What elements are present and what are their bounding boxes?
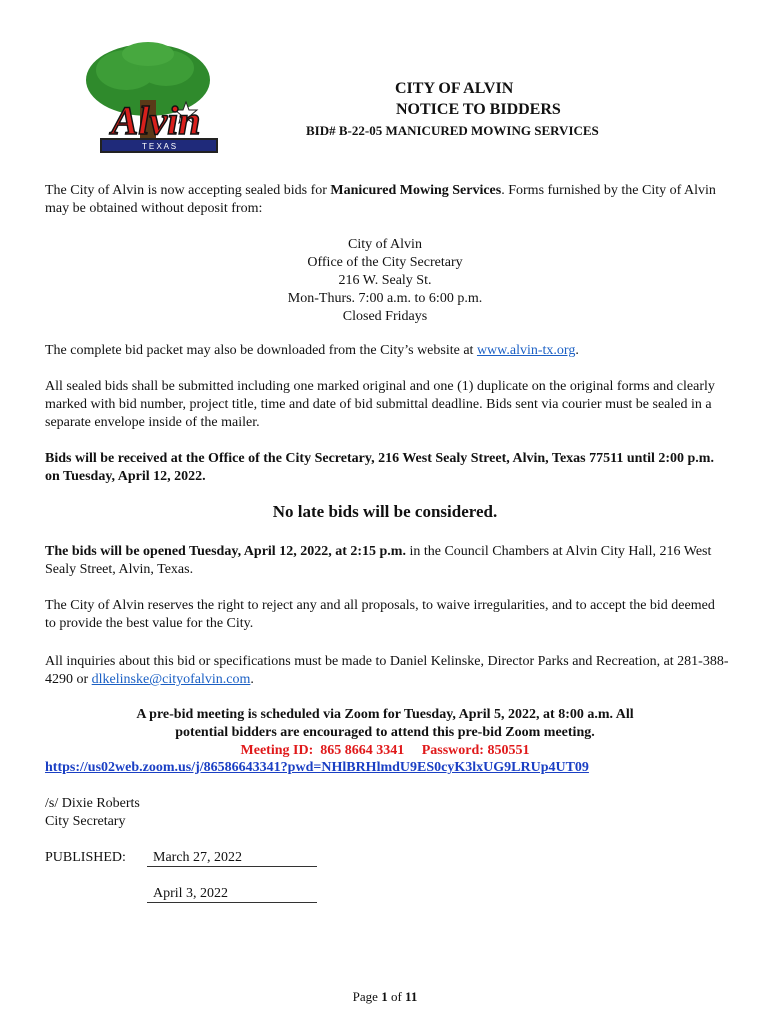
inquiries-punct: . <box>250 672 254 687</box>
address-line: City of Alvin <box>348 237 422 252</box>
bid-opening-paragraph <box>45 543 729 579</box>
svg-text:T E X A S: T E X A S <box>141 142 177 151</box>
page-of-label: of <box>387 989 406 1004</box>
address-line: Mon-Thurs. 7:00 a.m. to 6:00 p.m. <box>287 291 483 306</box>
project-name: Manicured Mowing Services <box>330 183 502 198</box>
signature-title: City Secretary <box>45 814 126 829</box>
no-late-bids-heading: No late bids will be considered. <box>272 502 498 521</box>
address-line: Closed Fridays <box>342 309 428 324</box>
download-punct: . <box>575 343 579 358</box>
signature-name: /s/ Dixie Roberts <box>45 796 140 811</box>
prebid-meeting-line: A pre-bid meeting is scheduled via Zoom for Tuesday, April 5, 2022, at 8:00 a.m. All <box>136 707 634 722</box>
page-number-footer <box>0 989 770 1005</box>
address-line: 216 W. Sealy St. <box>338 273 432 288</box>
address-line: Office of the City Secretary <box>307 255 463 270</box>
reserve-rights-paragraph: The City of Alvin reserves the right to reject any and all proposals, to waive irregularities, and to accept the bid deemed to provide the best value for the City. <box>45 598 715 631</box>
bid-number-title: BID# B-22-05 MANICURED MOWING SERVICES <box>306 123 599 138</box>
intro-paragraph <box>45 182 729 218</box>
inquiries-paragraph <box>45 653 729 689</box>
website-link[interactable]: www.alvin-tx.org <box>476 343 576 358</box>
opening-date: The bids will be opened Tuesday, April 12, 2022, at 2:15 p.m. <box>45 544 406 559</box>
download-paragraph <box>45 342 729 360</box>
published-date: March 27, 2022 <box>147 850 317 867</box>
meeting-credentials: Meeting ID: 865 8664 3341 Password: 850551 <box>240 743 530 758</box>
city-title: CITY OF ALVIN <box>395 80 514 97</box>
intro-text: The City of Alvin is now accepting sealed bids for <box>45 183 331 198</box>
published-label: PUBLISHED: <box>45 850 126 865</box>
bid-deadline-paragraph: Bids will be received at the Office of the City Secretary, 216 West Sealy Street, Alvin, Texas 77511 until 2:00 p.m. on Tuesday, April 12, 2022. <box>45 451 714 484</box>
page-label: Page <box>352 989 382 1004</box>
notice-title: NOTICE TO BIDDERS <box>396 101 561 118</box>
download-text: The complete bid packet may also be downloaded from the City’s website at <box>45 343 477 358</box>
sealed-bids-paragraph: All sealed bids shall be submitted including one marked original and one (1) duplicate on the original forms and clearly marked with bid number, project title, time and date of bid submittal deadline. Bids sent via courier must be sealed in a separate envelope inside of the mailer. <box>45 379 715 430</box>
prebid-meeting-line: potential bidders are encouraged to attend this pre-bid Zoom meeting. <box>175 725 595 740</box>
city-logo <box>66 40 222 158</box>
opening-location: in the Council Chambers at Alvin City Hall, 216 West Sealy Street, Alvin, Texas. <box>45 544 712 577</box>
inquiries-text: All inquiries about this bid or specifications must be made to Daniel Kelinske, Director Parks and Recreation, at 281-388-4290 or <box>45 654 729 687</box>
svg-text:Alvin: Alvin <box>111 98 201 143</box>
current-page: 1 <box>381 989 388 1004</box>
total-pages: 11 <box>405 989 418 1004</box>
zoom-meeting-link[interactable]: https://us02web.zoom.us/j/86586643341?pwd=NHlBRHlmdU9ES0cyK3lxUG9LRUp4UT09 <box>45 760 589 775</box>
alvin-tree-logo-icon <box>66 40 222 158</box>
published-date: April 3, 2022 <box>147 886 317 903</box>
intro-text-end: . Forms furnished by the City of Alvin may be obtained without deposit from: <box>45 183 716 216</box>
contact-email-link[interactable]: dlkelinske@cityofalvin.com <box>91 672 251 687</box>
